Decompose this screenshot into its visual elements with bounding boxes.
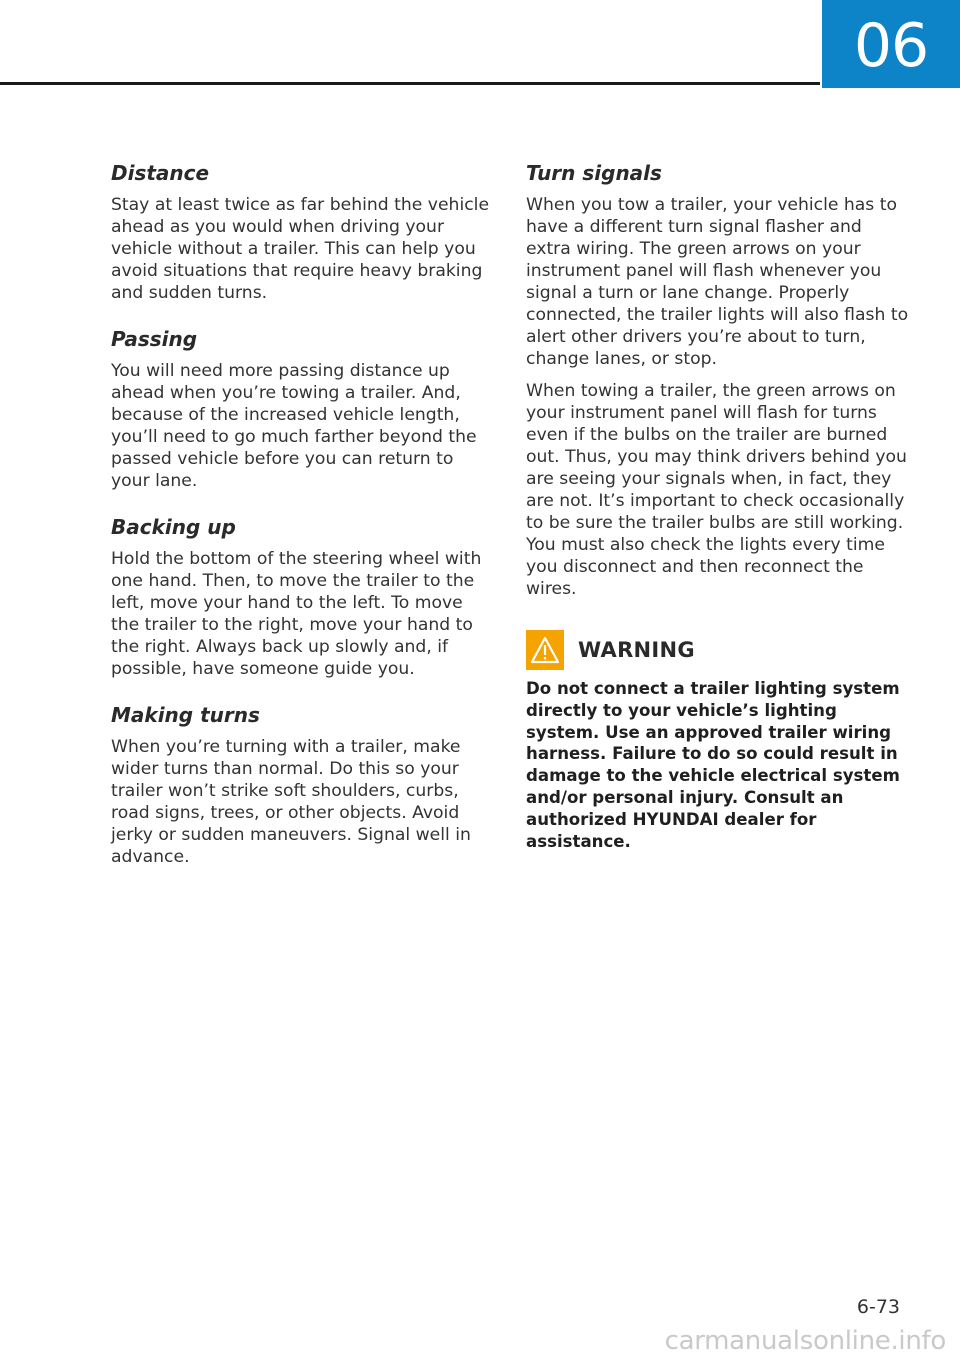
chapter-tab: 06 xyxy=(822,0,960,88)
section-paragraph: You will need more passing distance up ahead when you’re towing a trailer. And, because of the increased vehicle length, you’ll need to go much farther beyond the passed vehicle before you can return to your lane. xyxy=(111,361,477,491)
section-heading: Backing up xyxy=(111,515,236,539)
section-making-turns xyxy=(111,700,491,868)
header-rule xyxy=(0,82,820,85)
section-backing-up xyxy=(111,512,491,680)
right-column xyxy=(526,158,911,852)
section-heading: Distance xyxy=(111,161,210,185)
section-paragraph: When towing a trailer, the green arrows on your instrument panel will flash for turns even if the bulbs on the trailer are burned out. Thus, you may think drivers behind you are seeing your signals when, in fact, they are not. It’s important to check occasionally to be sure the trailer bulbs are still working. You must also check the lights every time you disconnect and then reconnect the wires. xyxy=(526,381,907,599)
warning-title-row xyxy=(526,630,911,670)
left-column xyxy=(111,158,491,888)
section-passing xyxy=(111,324,491,492)
warning-text: Do not connect a trailer lighting system directly to your vehicle’s lighting system. Use an approved trailer wiring harness. Failure to do so could result in damage to the vehicle electrical system and/or personal injury. Consult an authorized HYUNDAI dealer for assistance. xyxy=(526,679,900,851)
watermark: carmanualsonline.info xyxy=(664,1326,946,1356)
warning-box xyxy=(526,630,911,852)
page-number: 6-73 xyxy=(856,1296,900,1318)
warning-label: WARNING xyxy=(578,638,695,662)
section-paragraph: Hold the bottom of the steering wheel with one hand. Then, to move the trailer to the left, move your hand to the left. To move the trailer to the right, move your hand to the right. Always back up slowly and, if possible, have someone guide you. xyxy=(111,549,482,679)
warning-triangle-icon xyxy=(526,630,564,670)
section-heading: Passing xyxy=(111,327,198,351)
section-paragraph: Stay at least twice as far behind the vehicle ahead as you would when driving your vehicle without a trailer. This can help you avoid situations that require heavy braking and sudden turns. xyxy=(111,195,490,303)
section-paragraph: When you tow a trailer, your vehicle has to have a different turn signal flasher and extra wiring. The green arrows on your instrument panel will flash whenever you signal a turn or lane change. Properly connected, the trailer lights will also flash to alert other drivers you’re about to turn, change lanes, or stop. xyxy=(526,195,909,369)
section-heading: Making turns xyxy=(111,703,260,727)
section-turn-signals xyxy=(526,158,911,600)
section-distance xyxy=(111,158,491,304)
section-paragraph: When you’re turning with a trailer, make wider turns than normal. Do this so your trailer won’t strike soft shoulders, curbs, road signs, trees, or other objects. Avoid jerky or sudden maneuvers. Signal well in advance. xyxy=(111,737,471,867)
section-heading: Turn signals xyxy=(526,161,662,185)
